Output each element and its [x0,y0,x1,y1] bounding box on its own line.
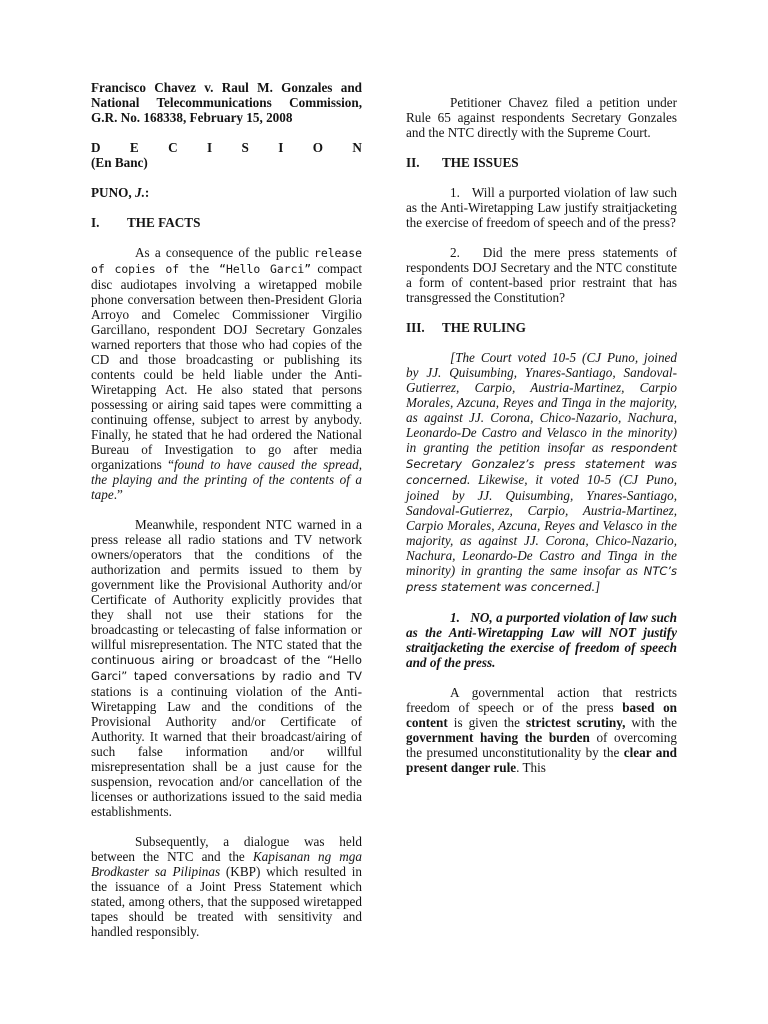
ruling-1: 1. NO, a purported violation of law such as the Anti-Wiretapping Law will NOT justify straitjacketing the exercise of freedom of speech and of the press. [406,610,677,670]
section-heading-issues: II. THE ISSUES [406,155,519,170]
facts-paragraph-3: Subsequently, a dialogue was held between the NTC and the Kapisanan ng mga Brodkaster sa Pilipinas (KBP) which resulted in the issuance of a Joint Press Statement which stated, among others, that the supposed wiretapped tapes should be treated with sensitivity and handled responsibly. [91,834,363,939]
vote-summary: [The Court voted 10-5 (CJ Puno, joined by JJ. Quisumbing, Ynares-Santiago, Sandoval-Gutierrez, Carpio, Austria-Martinez, Carpio Morales, Azcuna, Reyes and Tinga in the majority, as against JJ. Corona, Chico-Nazario, Nachura, Leonardo-De Castro and Velasco in the minority) in granting the petition insofar as respondent Secretary Gonzalez’s press statement was concerned. Likewise, it voted 10-5 (CJ Puno, joined by JJ. Quisumbing, Ynares-Santiago, Sandoval-Gutierrez, Carpio, Austria-Martinez, Carpio Morales, Azcuna, Reyes and Velasco in the majority, as against JJ. Corona, Chico-Nazario, Nachura, Leonardo-De Castro and Tinga in the minority) in granting the same insofar as NTC’s press statement was concerned.] [406,350,677,594]
left-column [91,80,362,939]
decision-heading: D E C I S I O N [91,140,362,155]
issue-1: 1. Will a purported violation of law such as the Anti-Wiretapping Law justify straitjacketing the exercise of freedom of speech and of the press? [406,185,677,230]
ruling-paragraph: A governmental action that restricts freedom of speech or of the press based on content is given the strictest scrutiny, with the government having the burden of overcoming the presumed unconstitutionality by the clear and present danger rule. This [406,685,678,775]
issue-2: 2. Did the mere press statements of respondents DOJ Secretary and the NTC constitute a form of content-based prior restraint that has transgressed the Constitution? [406,245,677,305]
en-banc-label: (En Banc) [91,155,148,170]
section-heading-ruling: III. THE RULING [406,320,526,335]
right-column [406,80,677,775]
section-heading-facts: I. THE FACTS [91,215,201,230]
ponente: PUNO, J.: [91,185,150,200]
facts-paragraph-1: As a consequence of the public release of copies of the “Hello Garci” compact disc audiotapes involving a wiretapped mobile phone conversation between then-President Gloria Arroyo and Comelec Commissioner Virgilio Garcillano, respondent DOJ Secretary Gonzales warned reporters that those who had copies of the CD and those broadcasting or publishing its contents could be held liable under the Anti-Wiretapping Act. He also stated that persons possessing or airing said tapes were committing a continuing offense, subject to arrest by anybody. Finally, he stated that he had ordered the National Bureau of Investigation to go after media organizations “found to have caused the spread, the playing and the printing of the contents of a tape.” [91,245,363,502]
case-title: Francisco Chavez v. Raul M. Gonzales and National Telecommunications Commission, G.R. No. 168338, February 15, 2008 [91,80,362,125]
facts-paragraph-4: Petitioner Chavez filed a petition under Rule 65 against respondents Secretary Gonzales and the NTC directly with the Supreme Court. [406,95,677,140]
facts-paragraph-2: Meanwhile, respondent NTC warned in a press release all radio stations and TV network owners/operators that the conditions of the authorization and permits issued to them by government like the Provisional Authority and/or Certificate of Authority explicitly provides that they shall not use their stations for the broadcasting or telecasting of false information or willful misrepresentation. The NTC stated that the continuous airing or broadcast of the “Hello Garci” taped conversations by radio and TV stations is a continuing violation of the Anti-Wiretapping Law and the conditions of the Provisional Authority and/or Certificate of Authority. It warned that their broadcast/airing of such false information and/or willful misrepresentation shall be a just cause for the suspension, revocation and/or cancellation of the licenses or authorizations issued to the said media establishments. [91,517,362,819]
